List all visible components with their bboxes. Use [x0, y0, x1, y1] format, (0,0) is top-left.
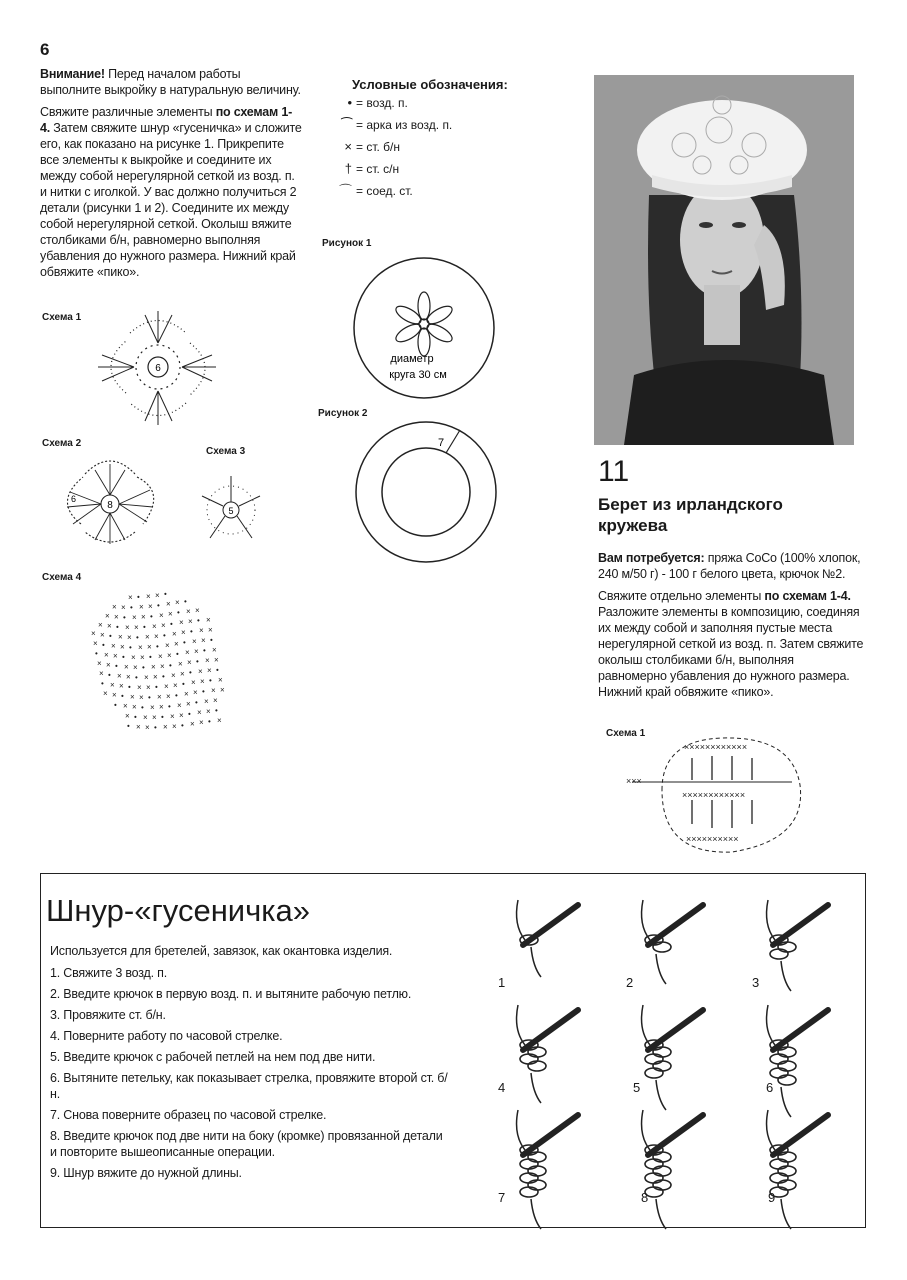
svg-text:•: •: [123, 612, 126, 622]
svg-text:×: ×: [205, 655, 210, 665]
legend-symbol: ×: [344, 139, 352, 154]
legend-label: = ст. б/н: [356, 140, 401, 154]
legend-symbol: ⌒: [338, 183, 352, 198]
step-item: 6. Вытяните петельку, как показывает стрелка, провяжите второй ст. б/н.: [50, 1071, 448, 1101]
svg-text:•: •: [148, 692, 151, 702]
svg-text:×: ×: [164, 681, 169, 691]
cord-step-drawings: [478, 890, 858, 1215]
svg-text:•: •: [176, 649, 179, 659]
svg-text:×: ×: [159, 702, 164, 712]
scheme-2-diagram: [55, 452, 185, 552]
svg-text:×: ×: [152, 712, 157, 722]
svg-text:×: ×: [144, 672, 149, 682]
svg-text:×: ×: [199, 625, 204, 635]
svg-text:×: ×: [174, 639, 179, 649]
svg-text:•: •: [154, 722, 157, 732]
svg-text:×: ×: [175, 598, 180, 608]
scheme-2-center-num: 8: [107, 500, 113, 511]
svg-text:•: •: [181, 720, 184, 730]
project-p-bold: по схемам 1-4.: [764, 589, 851, 603]
figure-1-caption-line2: круга 30 см: [389, 369, 447, 381]
svg-text:×: ×: [179, 710, 184, 720]
svg-text:××××××××××: ××××××××××: [686, 834, 739, 844]
svg-text:•: •: [216, 665, 219, 675]
svg-text:•: •: [156, 641, 159, 651]
svg-text:×: ×: [113, 651, 118, 661]
svg-text:×: ×: [179, 618, 184, 628]
svg-text:×: ×: [134, 622, 139, 632]
svg-text:×: ×: [184, 689, 189, 699]
legend-symbol: †: [344, 161, 352, 176]
svg-text:•: •: [210, 635, 213, 645]
svg-text:×: ×: [206, 706, 211, 716]
svg-text:•: •: [196, 656, 199, 666]
svg-text:×: ×: [206, 615, 211, 625]
scheme-1-center-num: 6: [155, 363, 161, 374]
svg-text:×: ×: [127, 632, 132, 642]
attention-label: Внимание!: [40, 67, 105, 81]
svg-text:•: •: [108, 670, 111, 680]
project-title: [598, 494, 783, 536]
cord-step-illustrations: [478, 890, 858, 1215]
page-number: 6: [40, 40, 50, 59]
svg-text:•: •: [168, 701, 171, 711]
svg-text:×: ×: [212, 645, 217, 655]
svg-text:×: ×: [197, 708, 202, 718]
intro-p2-bold: по схемам 1-4.: [40, 105, 293, 135]
svg-text:×: ×: [211, 685, 216, 695]
svg-text:×: ×: [145, 722, 150, 732]
svg-text:×: ×: [93, 639, 98, 648]
figure-1-label: Рисунок 1: [322, 238, 372, 249]
svg-text:×: ×: [91, 629, 96, 638]
svg-text:×: ×: [126, 672, 131, 682]
step-number: 6: [766, 1080, 774, 1095]
svg-text:×: ×: [185, 648, 190, 658]
svg-text:×: ×: [200, 676, 205, 686]
legend-item-arch: [318, 116, 452, 134]
svg-text:×: ×: [132, 612, 137, 622]
svg-text:×: ×: [105, 611, 110, 621]
svg-text:•: •: [135, 672, 138, 682]
svg-text:×: ×: [161, 620, 166, 630]
svg-text:×: ×: [151, 662, 156, 672]
svg-text:×: ×: [131, 652, 136, 662]
scheme-2-petal-num: 6: [71, 494, 77, 504]
svg-text:×: ×: [146, 591, 151, 601]
svg-text:×: ×: [172, 629, 177, 639]
legend-item-sc: [318, 138, 400, 156]
svg-text:×: ×: [186, 606, 191, 616]
legend-item-slip: [318, 182, 413, 200]
svg-text:×: ×: [177, 700, 182, 710]
svg-text:×: ×: [220, 685, 225, 695]
svg-text:×: ×: [190, 719, 195, 729]
svg-text:•: •: [182, 679, 185, 689]
svg-text:×: ×: [195, 605, 200, 615]
legend-symbol: ⁀: [341, 117, 352, 132]
svg-text:×: ×: [104, 650, 109, 660]
svg-text:×: ×: [138, 642, 143, 652]
project-p-a: Свяжите отдельно элементы: [598, 589, 765, 603]
step-item: 2. Введите крючок в первую возд. п. и вытяните рабочую петлю.: [50, 987, 412, 1001]
svg-text:•: •: [170, 619, 173, 629]
svg-text:×: ×: [146, 682, 151, 692]
needs-text: пряжа CoCo (100% хлопок, 240 м/50 г) - 100 г белого цвета, крючок №2.: [598, 551, 861, 581]
svg-text:•: •: [202, 686, 205, 696]
svg-text:×: ×: [152, 621, 157, 631]
svg-text:•: •: [169, 660, 172, 670]
svg-text:×: ×: [168, 609, 173, 619]
svg-text:•: •: [149, 652, 152, 662]
step-item: 3. Провяжите ст. б/н.: [50, 1008, 166, 1022]
figure-2-number: 7: [438, 437, 445, 449]
svg-text:×: ×: [124, 662, 129, 672]
svg-text:×: ×: [139, 692, 144, 702]
svg-text:×: ×: [158, 651, 163, 661]
svg-text:×: ×: [103, 689, 108, 698]
project-p-b: Разложите элементы в композицию, соединяя их между собой и заполняя пустые места нерегулярной сеткой из возд. п. Затем свяжите околыш столбиками б/н, выполняя равномерно убавления до нужного размера. Нижний край обвяжите «пико».: [598, 605, 864, 699]
svg-text:×: ×: [112, 690, 117, 700]
svg-text:•: •: [101, 679, 104, 688]
svg-text:•: •: [115, 661, 118, 671]
svg-text:×: ×: [125, 711, 130, 721]
scheme-4-label: Схема 4: [42, 572, 82, 583]
svg-text:×: ×: [213, 695, 218, 705]
project-text: [598, 550, 864, 706]
beret-photo: [594, 75, 854, 445]
svg-text:×: ×: [165, 640, 170, 650]
svg-text:•: •: [177, 608, 180, 618]
scheme-1-label: Схема 1: [42, 312, 82, 323]
svg-text:×: ×: [170, 711, 175, 721]
scheme-4-diagram: [75, 588, 225, 748]
project-scheme-diagram: [622, 730, 812, 860]
project-title-line1: Берет из ирландского: [598, 495, 783, 514]
svg-text:×: ×: [218, 675, 223, 685]
svg-text:×: ×: [118, 632, 123, 642]
svg-text:×: ×: [153, 672, 158, 682]
svg-text:×: ×: [128, 592, 133, 602]
svg-text:×: ×: [133, 662, 138, 672]
svg-text:×: ×: [199, 718, 204, 728]
svg-text:×: ×: [204, 696, 209, 706]
svg-text:•: •: [122, 652, 125, 662]
svg-text:•: •: [109, 631, 112, 641]
svg-text:×: ×: [117, 671, 122, 681]
figure-1-diagram: [348, 258, 508, 398]
scheme-3-center-num: 5: [228, 506, 234, 516]
legend-item-chain: [318, 94, 408, 112]
svg-text:×: ×: [107, 621, 112, 631]
svg-text:×: ×: [137, 682, 142, 692]
svg-text:×: ×: [132, 702, 137, 712]
svg-text:×: ×: [167, 650, 172, 660]
svg-text:•: •: [137, 592, 140, 602]
svg-text:×: ×: [171, 670, 176, 680]
cord-intro: Используется для бретелей, завязок, как окантовка изделия.: [50, 944, 393, 958]
svg-text:×: ×: [106, 660, 111, 670]
svg-text:×: ×: [181, 628, 186, 638]
step-item: 1. Свяжите 3 возд. п.: [50, 966, 168, 980]
svg-text:•: •: [95, 649, 98, 658]
scheme-3-label: Схема 3: [206, 446, 246, 457]
svg-text:×: ×: [160, 661, 165, 671]
svg-text:×: ×: [139, 602, 144, 612]
step-item: 4. Поверните работу по часовой стрелке.: [50, 1029, 283, 1043]
svg-text:×: ×: [100, 630, 105, 640]
svg-text:×: ×: [180, 669, 185, 679]
svg-text:×: ×: [123, 701, 128, 711]
legend-label: = соед. ст.: [356, 184, 413, 198]
intro-p2-a: Свяжите различные элементы: [40, 105, 216, 119]
svg-text:×: ×: [114, 612, 119, 622]
svg-text:×: ×: [148, 601, 153, 611]
cord-title: Шнур-«гусеничка»: [46, 893, 310, 928]
step-number: 4: [498, 1080, 506, 1095]
svg-text:•: •: [208, 716, 211, 726]
step-number: 5: [633, 1080, 641, 1095]
step-item: 8. Введите крючок под две нити на боку (кромке) провязанной детали и повторите вышеописанные операции.: [50, 1129, 443, 1159]
svg-text:×: ×: [98, 620, 103, 630]
svg-text:•: •: [102, 640, 105, 650]
svg-text:×: ×: [186, 699, 191, 709]
project-scheme-label: Схема 1: [606, 728, 646, 739]
svg-text:•: •: [114, 700, 117, 710]
svg-text:•: •: [121, 691, 124, 701]
svg-text:•: •: [161, 712, 164, 722]
svg-text:×: ×: [99, 669, 104, 678]
step-item: 9. Шнур вяжите до нужной длины.: [50, 1166, 242, 1180]
svg-text:•: •: [129, 642, 132, 652]
step-number: 2: [626, 975, 634, 990]
svg-text:•: •: [197, 615, 200, 625]
legend-title: Условные обозначения:: [352, 77, 508, 92]
photo-illustration: [594, 75, 854, 445]
svg-text:×: ×: [125, 622, 130, 632]
step-number: 3: [752, 975, 760, 990]
project-title-line2: кружева: [598, 516, 668, 535]
attention-text: Перед началом работы выполните выкройку в натуральную величину.: [40, 67, 301, 97]
svg-text:•: •: [184, 596, 187, 606]
svg-text:•: •: [157, 600, 160, 610]
legend-symbol: •: [347, 95, 352, 110]
svg-text:×: ×: [191, 678, 196, 688]
svg-text:×: ×: [163, 722, 168, 732]
svg-text:×: ×: [119, 681, 124, 691]
figure-2-label: Рисунок 2: [318, 408, 368, 419]
svg-text:×: ×: [120, 642, 125, 652]
svg-text:×: ×: [159, 610, 164, 620]
intro-text: [40, 66, 302, 286]
project-number: 11: [598, 455, 630, 488]
svg-text:•: •: [189, 668, 192, 678]
svg-text:×: ×: [140, 652, 145, 662]
svg-text:×: ×: [194, 646, 199, 656]
svg-text:×: ×: [187, 658, 192, 668]
svg-text:×: ×: [214, 655, 219, 665]
svg-text:××××××××××××: ××××××××××××: [684, 742, 748, 752]
intro-p2-b: Затем свяжите шнур «гусеничка» и сложите его, как показано на рисунке 1. Прикрепите все элементы к выкройке и соедините их между собой нерегулярной сеткой из возд. п. и нитки с иголкой. У вас должно получиться 2 детали (рисунки 1 и 2). Соедините их между собой нерегулярной сеткой. Околыш вяжите столбиками б/н, равномерно выполняя убавления до нужного размера. Нижний край обвяжите «пико».: [40, 121, 302, 279]
svg-text:•: •: [164, 589, 167, 599]
step-number: 9: [768, 1190, 776, 1205]
svg-text:×: ×: [188, 616, 193, 626]
svg-text:•: •: [134, 712, 137, 722]
figure-1-caption-line1: диаметр: [390, 353, 434, 365]
svg-text:×: ×: [110, 680, 115, 690]
svg-text:•: •: [215, 705, 218, 715]
svg-text:×: ×: [121, 602, 126, 612]
svg-text:×: ×: [130, 692, 135, 702]
svg-text:×: ×: [207, 665, 212, 675]
svg-text:×: ×: [192, 636, 197, 646]
needs-label: Вам потребуется:: [598, 551, 705, 565]
svg-text:×: ×: [147, 642, 152, 652]
svg-text:×: ×: [155, 590, 160, 600]
svg-text:×: ×: [173, 680, 178, 690]
svg-text:•: •: [183, 638, 186, 648]
svg-text:•: •: [190, 626, 193, 636]
svg-text:×: ×: [172, 721, 177, 731]
svg-text:×: ×: [166, 599, 171, 609]
svg-text:×: ×: [154, 631, 159, 641]
step-item: 7. Снова поверните образец по часовой стрелке.: [50, 1108, 327, 1122]
svg-text:•: •: [175, 690, 178, 700]
svg-text:×: ×: [136, 722, 141, 732]
svg-text:×: ×: [217, 715, 222, 725]
svg-text:•: •: [150, 611, 153, 621]
svg-text:•: •: [203, 645, 206, 655]
svg-text:×: ×: [111, 641, 116, 651]
svg-text:•: •: [116, 622, 119, 632]
svg-text:•: •: [128, 682, 131, 692]
svg-text:×: ×: [166, 691, 171, 701]
svg-text:×: ×: [143, 712, 148, 722]
step-number: 7: [498, 1190, 506, 1205]
svg-text:•: •: [130, 602, 133, 612]
svg-text:×: ×: [178, 659, 183, 669]
svg-text:•: •: [127, 721, 130, 731]
svg-text:××××××××××××: ××××××××××××: [682, 790, 746, 800]
scheme-2-label: Схема 2: [42, 438, 82, 449]
svg-text:•: •: [141, 702, 144, 712]
svg-text:×: ×: [193, 688, 198, 698]
svg-text:•: •: [163, 630, 166, 640]
legend-label: = арка из возд. п.: [356, 118, 453, 132]
scheme-3-diagram: [196, 470, 266, 550]
svg-text:×: ×: [112, 602, 117, 612]
svg-text:×: ×: [208, 625, 213, 635]
cord-steps: [50, 965, 452, 1186]
svg-text:×: ×: [145, 632, 150, 642]
legend-label: = возд. п.: [356, 96, 408, 110]
step-number: 8: [641, 1190, 649, 1205]
step-number: 1: [498, 975, 506, 990]
svg-text:×××: ×××: [626, 776, 642, 786]
svg-text:×: ×: [201, 635, 206, 645]
svg-text:×: ×: [141, 612, 146, 622]
svg-text:×: ×: [198, 666, 203, 676]
figure-2-diagram: [350, 422, 510, 562]
legend-label: = ст. с/н: [356, 162, 400, 176]
svg-text:•: •: [142, 662, 145, 672]
svg-text:×: ×: [97, 659, 102, 668]
svg-text:×: ×: [157, 692, 162, 702]
svg-text:×: ×: [150, 702, 155, 712]
scheme-1-diagram: [90, 303, 230, 433]
step-item: 5. Введите крючок с рабочей петлей на нем под две нити.: [50, 1050, 376, 1064]
svg-text:•: •: [188, 709, 191, 719]
svg-text:•: •: [155, 682, 158, 692]
svg-text:•: •: [162, 671, 165, 681]
svg-text:•: •: [209, 675, 212, 685]
svg-text:•: •: [195, 698, 198, 708]
svg-text:•: •: [136, 632, 139, 642]
svg-text:•: •: [143, 622, 146, 632]
legend-item-dc: [318, 160, 399, 178]
